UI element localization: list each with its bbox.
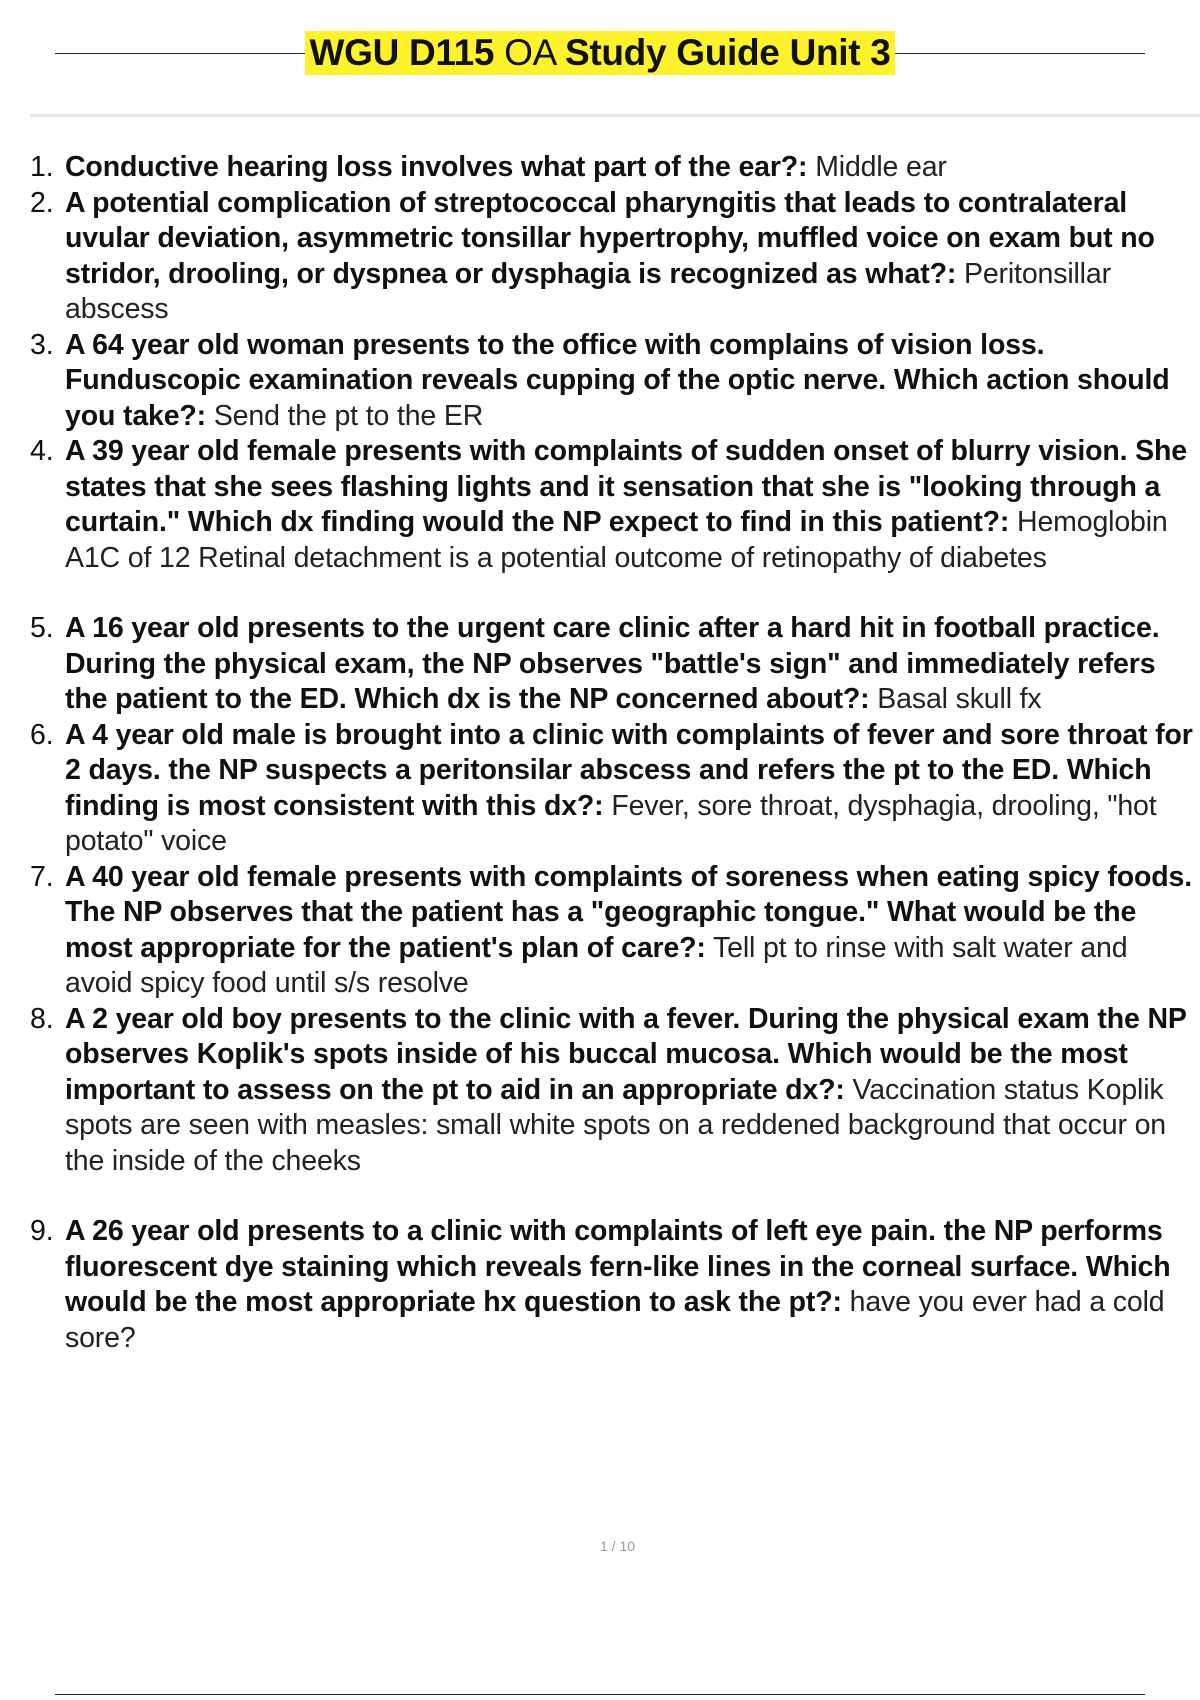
question-body	[65, 1002, 1200, 1180]
footer-rule	[55, 1694, 1145, 1695]
question-body	[65, 611, 1200, 718]
question-text: A potential complication of streptococcal pharyngitis that leads to contralateral uvular deviation, asymmetric tonsillar hypertrophy, muffled voice on exam but no stridor, drooling, or dyspnea or dysphagia is recognized as what?:	[65, 186, 1155, 290]
question-body	[65, 718, 1200, 860]
question-item	[30, 434, 1200, 576]
question-item	[30, 860, 1200, 1002]
question-number: 3.	[30, 328, 54, 361]
question-body	[65, 1214, 1200, 1356]
question-text: Conductive hearing loss involves what part of the ear?:	[65, 151, 808, 183]
title-guide-name: Study Guide Unit 3	[564, 32, 891, 73]
question-body	[65, 434, 1200, 576]
question-item	[30, 1214, 1200, 1356]
title-course-code: WGU D115	[309, 32, 495, 73]
title-rule-left	[55, 53, 305, 54]
question-number: 6.	[30, 718, 54, 751]
header-divider	[30, 114, 1200, 117]
question-item	[30, 328, 1200, 435]
question-text: A 26 year old presents to a clinic with complaints of left eye pain. the NP performs fluorescent dye staining which reveals fern-like lines in the corneal surface. Which would be the most appropriate hx question to ask the pt?:	[65, 1215, 1171, 1318]
question-number: 5.	[30, 612, 54, 644]
question-number: 9.	[30, 1215, 54, 1247]
question-number: 2.	[30, 186, 54, 219]
question-item	[30, 611, 1200, 718]
question-text: A 40 year old female presents with complaints of soreness when eating spicy foods. The NP observes that the patient has a "geographic tongue." What would be the most appropriate for the patient's plan of care?:	[65, 860, 1192, 964]
question-item	[30, 186, 1200, 328]
question-body	[65, 328, 1200, 435]
question-item	[30, 150, 1200, 186]
answer-text: Peritonsillar abscess	[65, 257, 1111, 325]
question-number: 1.	[30, 151, 54, 183]
question-text: A 39 year old female presents with complaints of sudden onset of blurry vision. She states that she sees flashing lights and it sensation that she is "looking through a curtain." Which dx finding would the NP expect to find in this patient?:	[65, 435, 1187, 538]
question-body	[65, 150, 1200, 186]
page-title	[305, 31, 894, 75]
answer-text: Basal skull fx	[877, 683, 1042, 715]
question-item	[30, 1002, 1200, 1180]
answer-text: Middle ear	[815, 151, 947, 183]
question-number: 4.	[30, 435, 54, 467]
question-text: A 64 year old woman presents to the office with complains of vision loss. Funduscopic examination reveals cupping of the optic nerve. Which action should you take?:	[65, 328, 1170, 432]
title-row	[55, 28, 1145, 78]
question-body	[65, 860, 1200, 1002]
answer-text: Send the pt to the ER	[213, 399, 484, 432]
question-list	[30, 150, 1200, 1356]
question-text: A 2 year old boy presents to the clinic with a fever. During the physical exam the NP observes Koplik's spots inside of his buccal mucosa. Which would be the most important to assess on the pt to aid in an appropriate dx?:	[65, 1002, 1187, 1106]
question-body	[65, 186, 1200, 328]
title-assessment-type: OA	[504, 32, 555, 73]
answer-text: Fever, sore throat, dysphagia, drooling, "hot potato" voice	[65, 789, 1157, 857]
question-number: 8.	[30, 1002, 54, 1035]
answer-text: Hemoglobin A1C of 12 Retinal detachment is a potential outcome of retinopathy of diabetes	[65, 506, 1168, 574]
question-text: A 16 year old presents to the urgent care clinic after a hard hit in football practice. During the physical exam, the NP observes "battle's sign" and immediately refers the patient to the ED. Which dx is the NP concerned about?:	[65, 612, 1160, 715]
page-indicator: 1 / 10	[599, 1538, 636, 1554]
answer-text: Vaccination status Koplik spots are seen with measles: small white spots on a reddened background that occur on the inside of the cheeks	[65, 1073, 1166, 1177]
answer-text: have you ever had a cold sore?	[65, 1286, 1165, 1354]
answer-text: Tell pt to rinse with salt water and avoid spicy food until s/s resolve	[65, 931, 1128, 999]
question-item	[30, 718, 1200, 860]
title-rule-right	[895, 53, 1145, 54]
question-text: A 4 year old male is brought into a clinic with complaints of fever and sore throat for 2 days. the NP suspects a peritonsilar abscess and refers the pt to the ED. Which finding is most consistent with this dx?:	[65, 718, 1193, 822]
question-number: 7.	[30, 860, 54, 893]
